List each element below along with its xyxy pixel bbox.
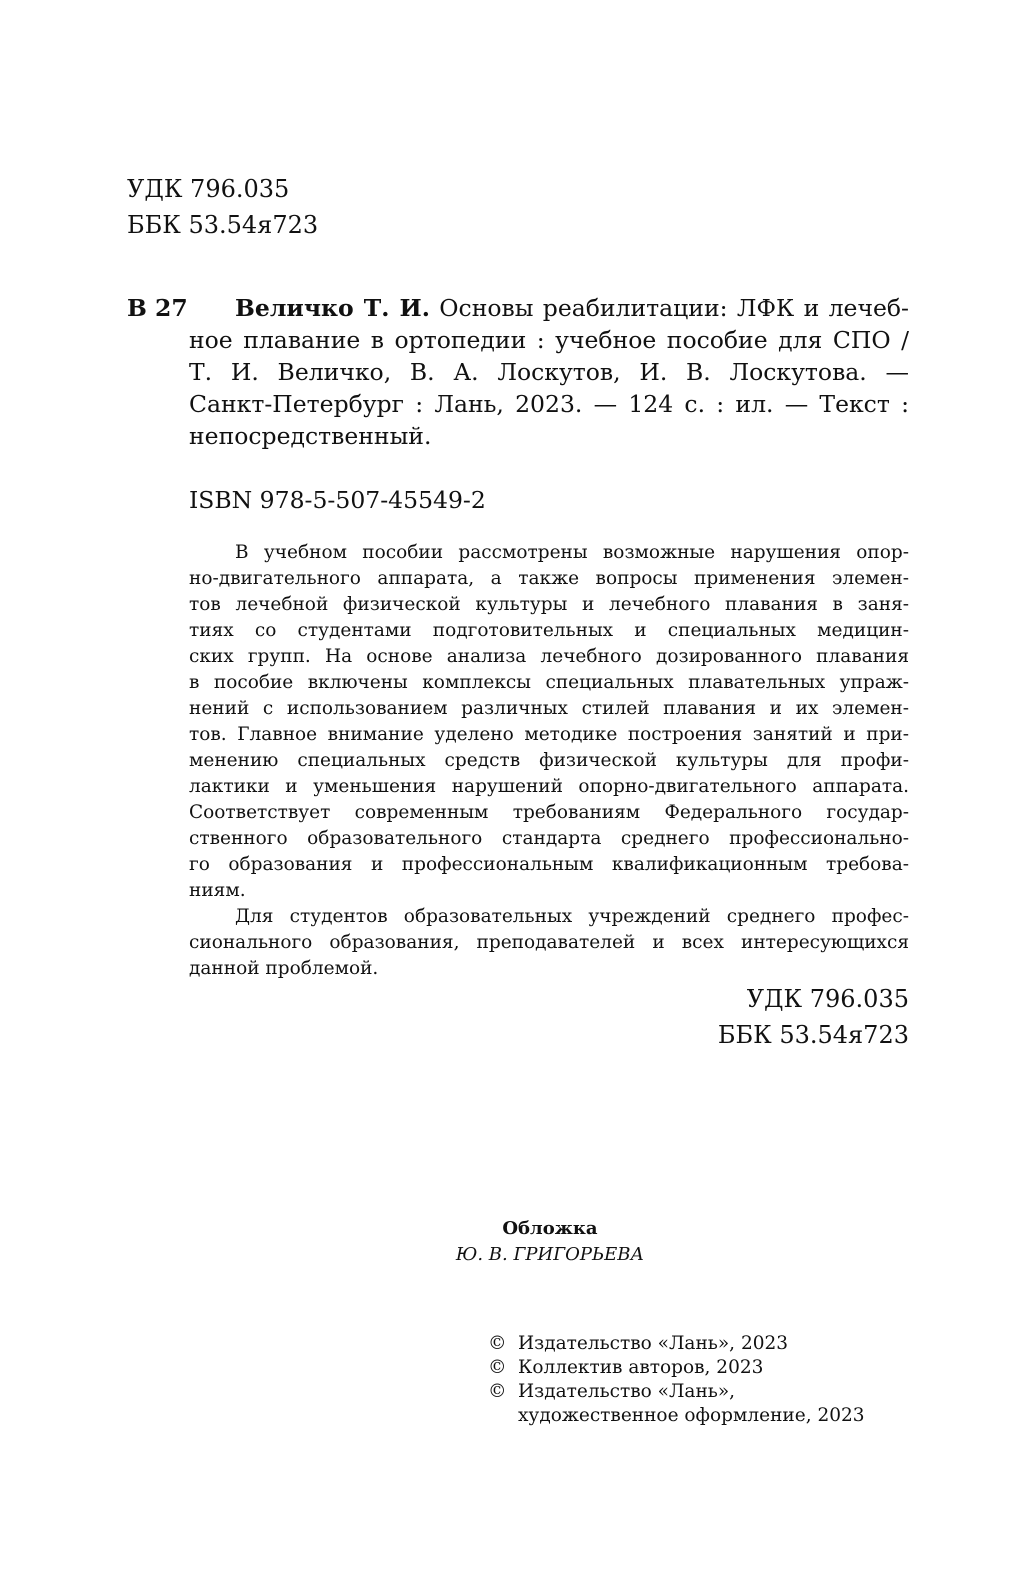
copyright-icon: © [488, 1333, 507, 1354]
udk-top: УДК 796.035 [127, 175, 290, 203]
entry-line-5: непосредственный. [189, 422, 432, 450]
copyright-line: © Издательство «Лань», 2023 [488, 1333, 789, 1354]
isbn: ISBN 978-5-507-45549-2 [189, 486, 486, 514]
cover-credit [400, 1216, 700, 1268]
abstract-line: В учебном пособии рассмотрены возможные нарушения опор- [235, 542, 909, 563]
abstract-line: но-двигательного аппарата, а также вопросы применения элемен- [189, 568, 909, 589]
abstract-paragraph-2 [189, 904, 909, 982]
bibliographic-entry [189, 292, 909, 452]
abstract-line: Для студентов образовательных учреждений среднего профес- [235, 906, 909, 927]
udk-bottom: УДК 796.035 [746, 985, 909, 1013]
abstract-line: данной проблемой. [189, 958, 379, 979]
abstract-line: тов лечебной физической культуры и лечебного плавания в заня- [189, 594, 909, 615]
abstract-line: лактики и уменьшения нарушений опорно-двигательного аппарата. [189, 776, 909, 797]
abstract-line: ственного образовательного стандарта среднего профессионально- [189, 828, 909, 849]
abstract [189, 540, 909, 982]
copyright-line: © Коллектив авторов, 2023 [488, 1357, 764, 1378]
copyright-line: художественное оформление, 2023 [518, 1405, 865, 1426]
bbk-top: ББК 53.54я723 [127, 211, 319, 239]
abstract-line: менению специальных средств физической культуры для профи- [189, 750, 909, 771]
abstract-line: го образования и профессиональным квалификационным требова- [189, 854, 909, 875]
cover-label: Обложка [502, 1218, 598, 1239]
author-mark: В 27 [127, 294, 188, 322]
abstract-paragraph-1 [189, 540, 909, 904]
abstract-line: сионального образования, преподавателей и всех интересующихся [189, 932, 909, 953]
entry-line-4: Санкт-Петербург : Лань, 2023. — 124 с. : ил. — Текст : [189, 390, 909, 418]
copyright-icon: © [488, 1381, 507, 1402]
entry-line-2: ное плавание в ортопедии : учебное пособие для СПО / [189, 326, 909, 354]
entry-author: Величко Т. И. [235, 294, 430, 322]
abstract-line: тиях со студентами подготовительных и специальных медицин- [189, 620, 909, 641]
cover-designer: Ю. В. ГРИГОРЬЕВА [455, 1244, 645, 1265]
abstract-line: нений с использованием различных стилей плавания и их элемен- [189, 698, 909, 719]
abstract-line: в пособие включены комплексы специальных плавательных упраж- [189, 672, 909, 693]
abstract-line: Соответствует современным требованиям Федерального государ- [189, 802, 909, 823]
entry-line-1: Величко Т. И. Основы реабилитации: ЛФК и лечеб- [235, 294, 909, 322]
copyright-line: © Издательство «Лань», [488, 1381, 736, 1402]
abstract-line: ниям. [189, 880, 246, 901]
entry-line-3: Т. И. Величко, В. А. Лоскутов, И. В. Лоскутова. — [189, 358, 909, 386]
copyright-icon: © [488, 1357, 507, 1378]
bbk-bottom: ББК 53.54я723 [717, 1021, 909, 1049]
abstract-line: тов. Главное внимание уделено методике построения занятий и при- [189, 724, 909, 745]
copyright-block [488, 1332, 865, 1428]
abstract-line: ских групп. На основе анализа лечебного дозированного плавания [189, 646, 909, 667]
